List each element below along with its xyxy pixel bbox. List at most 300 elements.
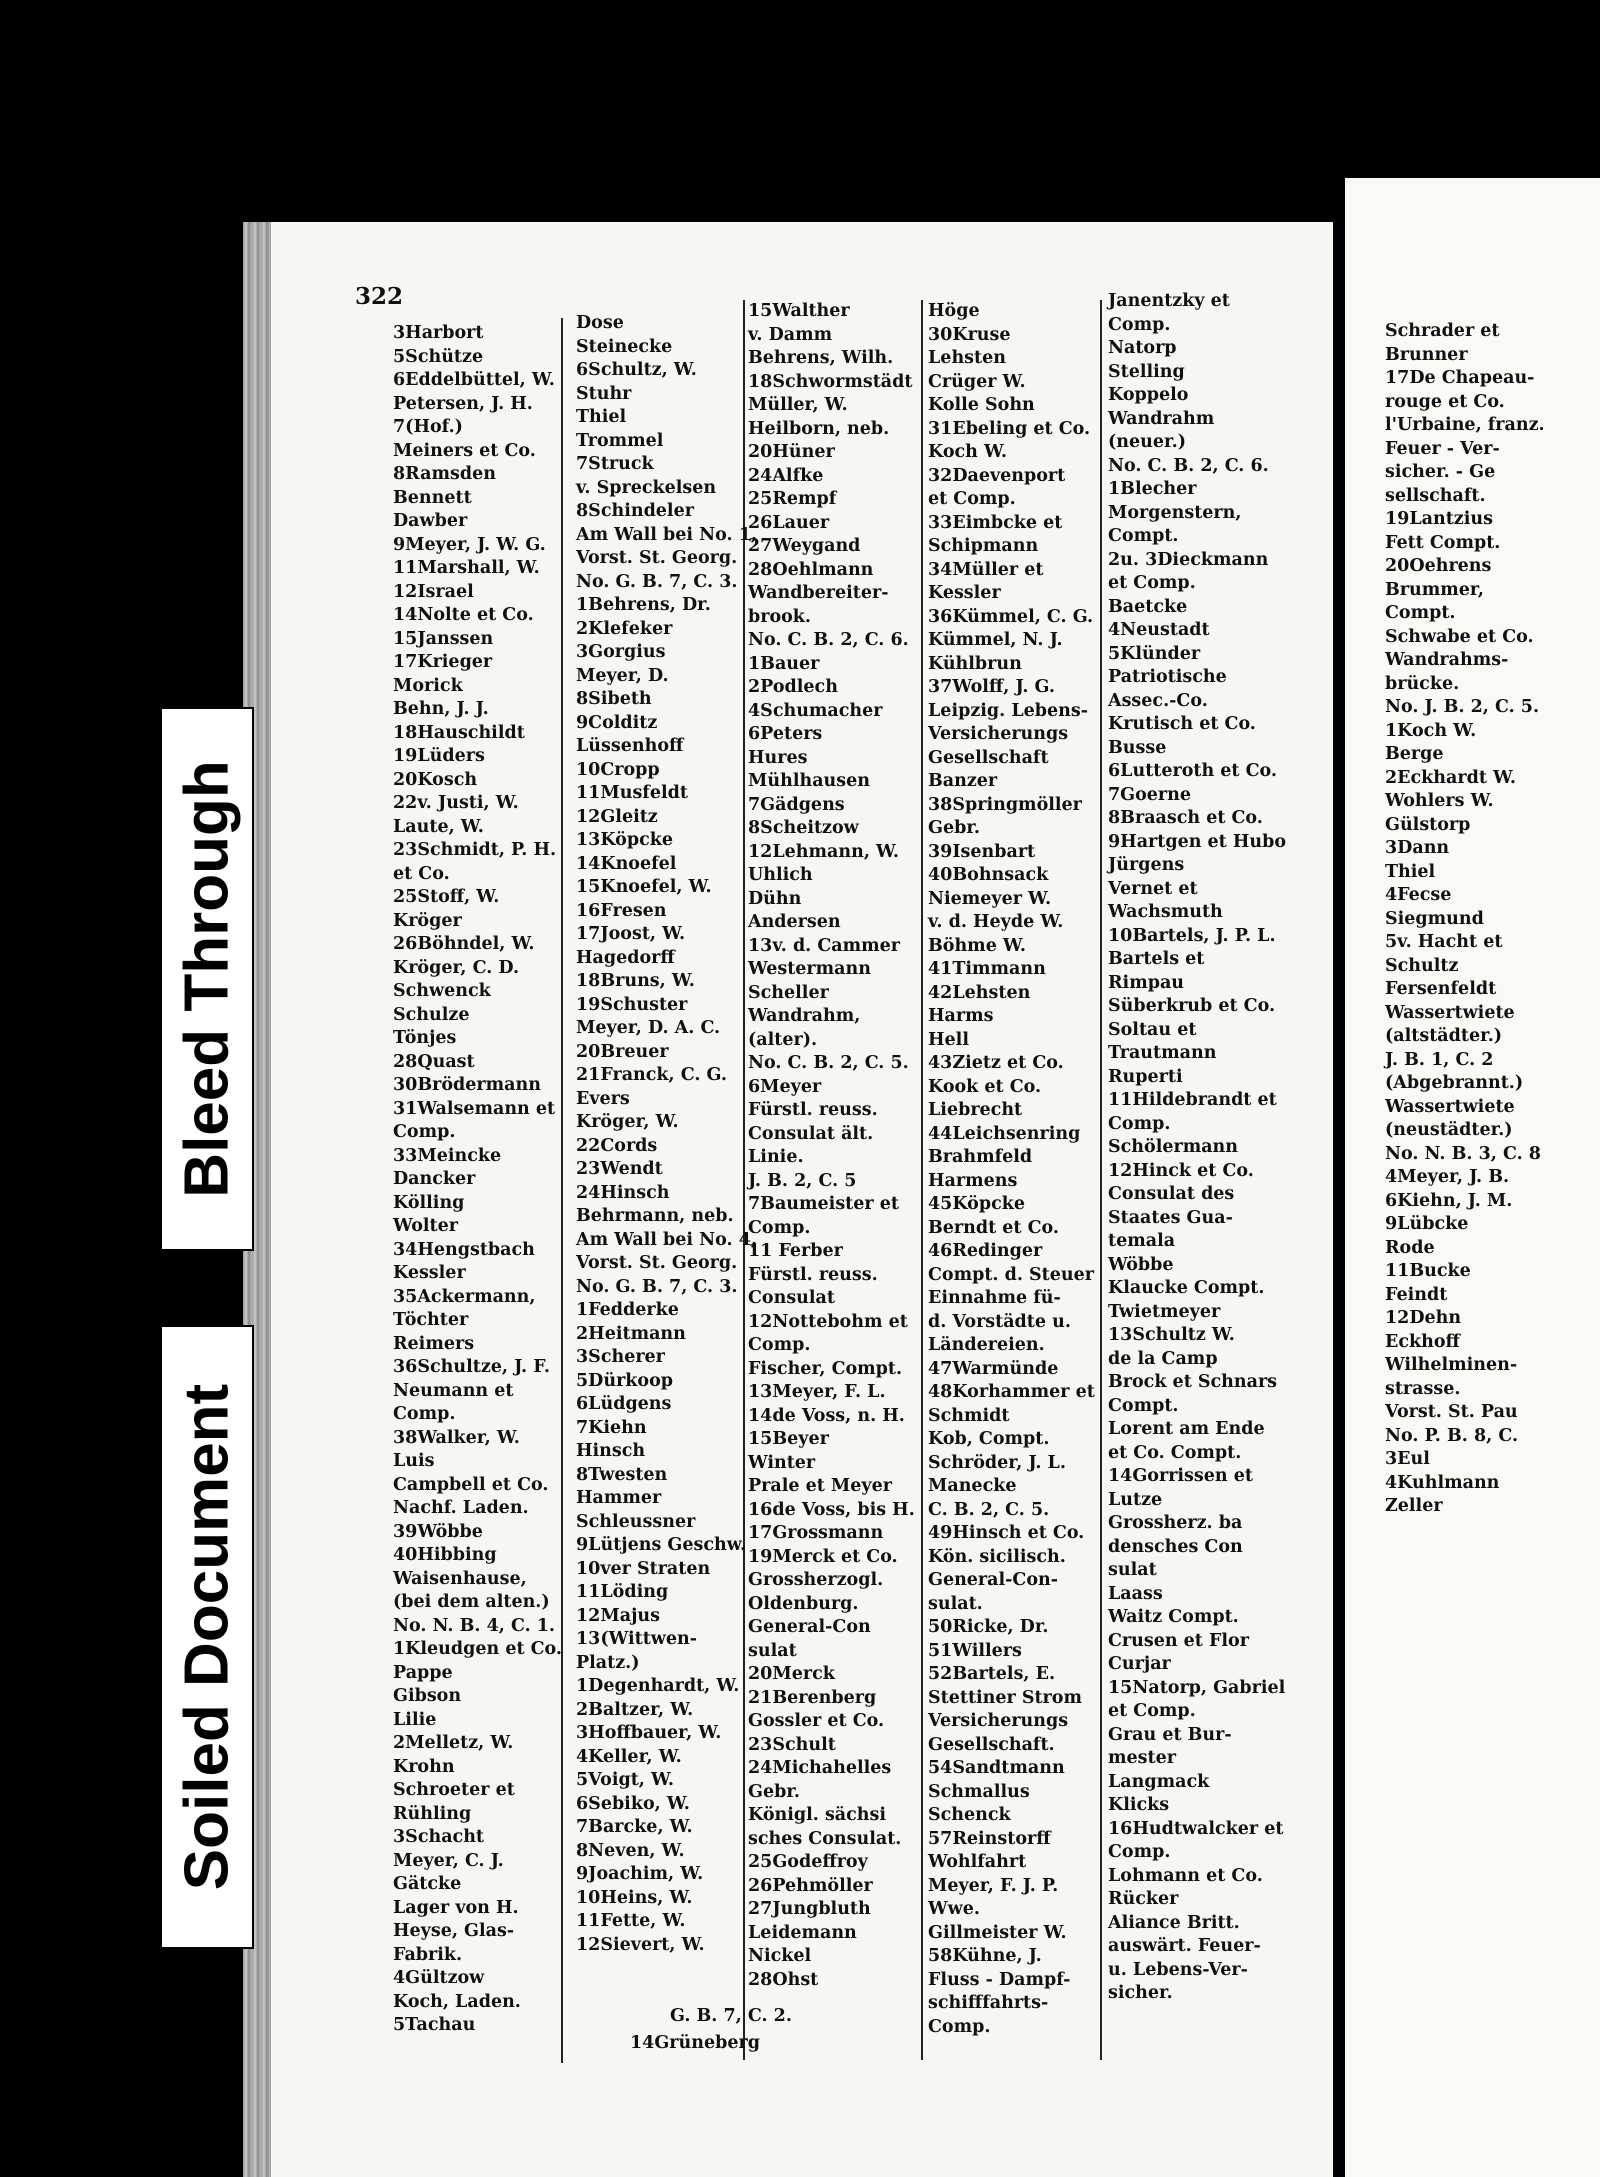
directory-entry: Waisenhause,	[393, 1568, 527, 1589]
directory-entry: Nachf. Laden.	[393, 1498, 529, 1518]
directory-entry: 18Hauschildt	[393, 722, 525, 743]
directory-entry: Krutisch et Co.	[1108, 714, 1256, 734]
directory-entry: 30Kruse	[928, 324, 1011, 345]
directory-entry: 27Weygand	[748, 536, 861, 556]
directory-entry: 6Kiehn, J. M.	[1385, 1190, 1513, 1211]
directory-entry: Schultz	[1385, 955, 1459, 976]
directory-entry: 39Wöbbe	[393, 1521, 483, 1542]
directory-entry: Zeller	[1385, 1496, 1443, 1516]
directory-entry: Mühlhausen	[748, 771, 870, 791]
directory-entry: Schipmann	[928, 536, 1039, 556]
directory-entry: 1Behrens, Dr.	[576, 595, 711, 615]
directory-entry: 38Springmöller	[928, 794, 1082, 815]
directory-entry: 12Gleitz	[576, 806, 658, 827]
directory-entry: No. G. B. 7, C. 3.	[576, 571, 738, 592]
directory-entry: 5Klünder	[1108, 643, 1201, 664]
directory-entry: 2Eckhardt W.	[1385, 767, 1517, 788]
directory-entry: sulat	[1108, 1560, 1157, 1580]
directory-entry: Lilie	[393, 1709, 437, 1730]
directory-entry: 40Hibbing	[393, 1545, 497, 1565]
directory-entry: 12Nottebohm et	[748, 1311, 908, 1332]
directory-entry: 22v. Justi, W.	[393, 793, 519, 813]
directory-entry: Staates Gua-	[1108, 1207, 1233, 1228]
directory-entry: Ruperti	[1108, 1066, 1183, 1087]
directory-entry: 9Hartgen et Hubo	[1108, 831, 1287, 852]
directory-entry: Fersenfeldt	[1385, 979, 1497, 999]
directory-entry: Töchter	[393, 1310, 469, 1330]
directory-entry: J. B. 1, C. 2	[1385, 1049, 1494, 1070]
directory-entry: 34Hengstbach	[393, 1239, 535, 1260]
directory-entry: 23Schmidt, P. H.	[393, 840, 557, 860]
directory-entry: brook.	[748, 606, 812, 627]
directory-entry: No. P. B. 8, C.	[1385, 1425, 1519, 1446]
directory-entry: 47Warmünde	[928, 1358, 1059, 1379]
directory-entry: 37Wolff, J. G.	[928, 677, 1055, 697]
directory-entry: 54Sandtmann	[928, 1758, 1065, 1778]
directory-entry: Manecke	[928, 1476, 1017, 1496]
directory-entry: Uhlich	[748, 865, 813, 885]
directory-entry: Evers	[576, 1088, 630, 1109]
directory-entry: Wwe.	[928, 1899, 980, 1919]
column-footer: 14Grüneberg	[630, 2033, 760, 2053]
directory-entry: 3Eul	[1385, 1449, 1430, 1469]
directory-entry: Böhme W.	[928, 935, 1026, 956]
directory-entry: No. N. B. 3, C. 8	[1385, 1143, 1541, 1164]
directory-entry: Waitz Compt.	[1108, 1607, 1239, 1627]
directory-entry: 15Walther	[748, 301, 850, 321]
directory-entry: 1Degenhardt, W.	[576, 1676, 740, 1696]
directory-entry: Wandrahm	[1108, 408, 1215, 429]
directory-entry: schifffahrts-	[928, 1993, 1049, 2013]
directory-entry: 6Lüdgens	[576, 1394, 672, 1414]
directory-entry: Comp.	[1108, 1842, 1171, 1862]
directory-entry: Aliance Britt.	[1108, 1912, 1240, 1933]
directory-entry: 21Berenberg	[748, 1687, 877, 1708]
directory-entry: Schrader et	[1385, 321, 1500, 341]
directory-entry: Kessler	[928, 583, 1001, 603]
directory-entry: 9Lübcke	[1385, 1214, 1469, 1234]
directory-entry: Wohlers W.	[1385, 791, 1494, 811]
directory-entry: Rimpau	[1108, 972, 1185, 993]
directory-entry: 31Walsemann et	[393, 1098, 556, 1119]
directory-entry: 2Podlech	[748, 677, 838, 697]
directory-entry: Comp.	[748, 1217, 811, 1238]
directory-entry: 9Joachim, W.	[576, 1864, 704, 1884]
directory-entry: Siegmund	[1385, 908, 1484, 929]
directory-entry: v. d. Heyde W.	[928, 912, 1064, 932]
directory-entry: 16de Voss, bis H.	[748, 1499, 915, 1520]
directory-entry: Schröder, J. L.	[928, 1452, 1066, 1473]
directory-entry: Hell	[928, 1029, 969, 1050]
directory-entry: sellschaft.	[1385, 485, 1486, 506]
directory-entry: 42Lehsten	[928, 982, 1031, 1003]
directory-entry: Stelling	[1108, 361, 1185, 382]
directory-entry: 45Köpcke	[928, 1194, 1026, 1214]
directory-entry: Compt.	[1108, 1395, 1179, 1416]
directory-entry: Langmack	[1108, 1771, 1210, 1792]
directory-entry: 12Majus	[576, 1605, 660, 1626]
directory-entry: Consulat	[748, 1288, 835, 1308]
directory-column-6	[1385, 320, 1545, 1519]
directory-entry: Schleussner	[576, 1511, 696, 1532]
directory-entry: 24Hinsch	[576, 1182, 670, 1203]
directory-entry: et Comp.	[1108, 573, 1196, 593]
directory-entry: 39Isenbart	[928, 841, 1036, 862]
directory-entry: Dawber	[393, 511, 468, 531]
directory-entry: 26Pehmöller	[748, 1875, 873, 1896]
directory-entry: Hammer	[576, 1488, 662, 1508]
directory-entry: (alter).	[748, 1029, 818, 1050]
directory-entry: 44Leichsenring	[928, 1123, 1081, 1144]
directory-entry: 4Kuhlmann	[1385, 1472, 1500, 1493]
directory-entry: 11Fette, W.	[576, 1911, 686, 1931]
directory-entry: sulat	[748, 1640, 797, 1661]
directory-entry: strasse.	[1385, 1378, 1461, 1399]
directory-entry: sicher. - Ge	[1385, 462, 1496, 482]
directory-entry: Am Wall bei No. 1,	[576, 524, 757, 545]
directory-entry: Behrmann, neb.	[576, 1206, 734, 1226]
directory-entry: Kön. sicilisch.	[928, 1546, 1066, 1567]
directory-entry: Wöbbe	[1108, 1254, 1174, 1275]
directory-entry: 15Janssen	[393, 628, 494, 649]
directory-entry: 3Schacht	[393, 1827, 484, 1847]
directory-entry: 9Colditz	[576, 712, 658, 733]
directory-entry: 46Redinger	[928, 1241, 1043, 1261]
directory-entry: 8Sibeth	[576, 689, 652, 709]
directory-entry: mester	[1108, 1748, 1176, 1768]
directory-entry: Lohmann et Co.	[1108, 1865, 1263, 1886]
bleed-through-label: Bleed Through	[172, 760, 242, 1198]
directory-entry: Kröger	[393, 910, 462, 931]
directory-entry: (neustädter.)	[1385, 1120, 1513, 1140]
directory-entry: Wandrahms-	[1385, 650, 1509, 670]
directory-entry: Koch W.	[928, 442, 1007, 462]
directory-entry: 8Neven, W.	[576, 1840, 685, 1861]
directory-entry: 3Scherer	[576, 1347, 665, 1367]
directory-entry: u. Lebens-Ver-	[1108, 1959, 1248, 1980]
directory-entry: Dühn	[748, 888, 802, 909]
directory-entry: 9Meyer, J. W. G.	[393, 534, 546, 555]
directory-entry: 8Schindeler	[576, 501, 694, 521]
directory-entry: 5Schütze	[393, 346, 484, 367]
directory-entry: Consulat des	[1108, 1184, 1235, 1204]
directory-entry: 38Walker, W.	[393, 1427, 520, 1448]
directory-entry: Soltau et	[1108, 1019, 1197, 1040]
directory-entry: 2Baltzer, W.	[576, 1699, 694, 1720]
directory-entry: Ländereien.	[928, 1335, 1045, 1355]
directory-entry: 13Köpcke	[576, 830, 674, 850]
directory-entry: Wassertwiete	[1385, 1002, 1515, 1023]
directory-entry: Banzer	[928, 771, 998, 791]
directory-entry: (Abgebrannt.)	[1385, 1073, 1524, 1093]
directory-entry: Hures	[748, 747, 808, 768]
directory-entry: 5Dürkoop	[576, 1370, 674, 1391]
directory-entry: 31Ebeling et Co.	[928, 418, 1091, 439]
directory-entry: Trommel	[576, 430, 664, 451]
directory-entry: Steinecke	[576, 336, 673, 357]
directory-entry: et Co. Compt.	[1108, 1442, 1242, 1463]
directory-entry: Wandrahm,	[748, 1006, 861, 1026]
directory-entry: Baetcke	[1108, 596, 1188, 617]
directory-entry: No. C. B. 2, C. 6.	[1108, 455, 1269, 476]
bleed-through-stamp	[160, 707, 254, 1251]
directory-entry: 48Korhammer et	[928, 1382, 1095, 1402]
directory-entry: Thiel	[576, 407, 627, 427]
directory-entry: Bartels et	[1108, 949, 1205, 969]
directory-entry: 7Kiehn	[576, 1417, 647, 1438]
directory-entry: 14Nolte et Co.	[393, 605, 534, 625]
directory-entry: 14Gorrissen et	[1108, 1466, 1253, 1486]
directory-entry: 35Ackermann,	[393, 1286, 536, 1307]
directory-entry: 23Wendt	[576, 1159, 663, 1179]
directory-entry: Kook et Co.	[928, 1076, 1042, 1097]
directory-entry: Schmidt	[928, 1405, 1010, 1426]
directory-entry: Koppelo	[1108, 385, 1189, 405]
directory-entry: Müller, W.	[748, 395, 848, 415]
directory-entry: 43Zietz et Co.	[928, 1053, 1064, 1073]
directory-entry: 2Klefeker	[576, 618, 673, 639]
directory-entry: Fett Compt.	[1385, 532, 1501, 553]
directory-entry: 17Joost, W.	[576, 924, 686, 944]
directory-entry: 13v. d. Cammer	[748, 935, 901, 956]
directory-entry: 7Baumeister et	[748, 1194, 899, 1214]
directory-entry: Wandbereiter-	[748, 583, 889, 603]
directory-entry: temala	[1108, 1231, 1176, 1251]
directory-entry: Wachsmuth	[1108, 902, 1223, 922]
directory-entry: 36Schultze, J. F.	[393, 1357, 550, 1377]
directory-entry: 15Beyer	[748, 1429, 829, 1449]
directory-entry: Grossherz. ba	[1108, 1513, 1243, 1533]
directory-entry: General-Con-	[928, 1570, 1058, 1590]
directory-entry: 6Sebiko, W.	[576, 1793, 690, 1814]
directory-entry: Krohn	[393, 1756, 455, 1777]
directory-entry: Fürstl. reuss.	[748, 1264, 878, 1285]
directory-entry: 13Meyer, F. L.	[748, 1382, 886, 1402]
directory-entry: Schwabe et Co.	[1385, 626, 1534, 647]
directory-entry: 36Kümmel, C. G.	[928, 606, 1094, 627]
directory-entry: Fabrik.	[393, 1944, 463, 1965]
directory-entry: v. Damm	[748, 324, 833, 345]
directory-entry: Eckhoff	[1385, 1331, 1460, 1352]
directory-entry: Vorst. St. Pau	[1385, 1402, 1518, 1422]
directory-entry: Comp.	[928, 2016, 991, 2037]
directory-entry: Berndt et Co.	[928, 1217, 1059, 1238]
directory-entry: 17Krieger	[393, 652, 493, 672]
directory-entry: sicher.	[1108, 1983, 1173, 2003]
directory-entry: Rode	[1385, 1237, 1435, 1258]
directory-entry: Consulat ält.	[748, 1123, 874, 1144]
directory-entry: Kröger, W.	[576, 1112, 679, 1132]
directory-entry: Feuer - Ver-	[1385, 438, 1500, 459]
directory-entry: Meiners et Co.	[393, 440, 536, 461]
directory-entry: Patriotische	[1108, 667, 1227, 687]
directory-entry: 7Goerne	[1108, 784, 1192, 805]
directory-entry: 41Timmann	[928, 959, 1046, 979]
directory-entry: 30Brödermann	[393, 1075, 541, 1095]
directory-entry: Prale et Meyer	[748, 1476, 892, 1496]
directory-entry: 18Bruns, W.	[576, 971, 695, 991]
directory-entry: densches Con	[1108, 1536, 1243, 1557]
directory-entry: 28Quast	[393, 1051, 475, 1072]
directory-entry: 1Fedderke	[576, 1300, 679, 1320]
directory-entry: 26Lauer	[748, 512, 830, 533]
directory-entry: 15Natorp, Gabriel	[1108, 1677, 1286, 1698]
directory-entry: 6Schultz, W.	[576, 360, 697, 380]
directory-entry: Campbell et Co.	[393, 1474, 549, 1495]
directory-entry: 28Ohst	[748, 1969, 819, 1990]
directory-entry: Kessler	[393, 1263, 466, 1283]
directory-entry: Rühling	[393, 1803, 472, 1824]
directory-entry: Rücker	[1108, 1889, 1179, 1909]
directory-entry: 10Heins, W.	[576, 1887, 693, 1908]
directory-entry: Meyer, D. A. C.	[576, 1018, 721, 1038]
directory-entry: 5v. Hacht et	[1385, 932, 1503, 952]
directory-entry: Crusen et Flor	[1108, 1630, 1249, 1651]
directory-entry: Leidemann	[748, 1922, 857, 1943]
directory-entry: 4Fecse	[1385, 885, 1452, 905]
directory-entry: d. Vorstädte u.	[928, 1311, 1071, 1332]
directory-entry: Comp.	[1108, 314, 1171, 335]
directory-entry: 25Godeffroy	[748, 1852, 868, 1872]
directory-entry: Koch, Laden.	[393, 1991, 521, 2012]
directory-entry: 11 Ferber	[748, 1241, 843, 1261]
directory-entry: 17De Chapeau-	[1385, 368, 1535, 388]
directory-entry: 6Peters	[748, 724, 823, 744]
directory-entry: 7Struck	[576, 454, 654, 474]
directory-entry: 16Fresen	[576, 900, 667, 921]
directory-entry: 11Musfeldt	[576, 783, 688, 803]
directory-entry: Gesellschaft	[928, 747, 1049, 768]
directory-entry: Gülstorp	[1385, 814, 1471, 835]
directory-entry: Comp.	[393, 1404, 456, 1424]
directory-entry: Brunner	[1385, 344, 1468, 365]
directory-entry: Lager von H.	[393, 1897, 519, 1918]
directory-entry: No. N. B. 4, C. 1.	[393, 1615, 556, 1636]
directory-entry: Leipzig. Lebens-	[928, 700, 1088, 721]
directory-entry: Grossherzogl.	[748, 1570, 884, 1590]
directory-entry: 15Knoefel, W.	[576, 877, 712, 897]
directory-entry: 12Israel	[393, 581, 474, 602]
directory-entry: Thiel	[1385, 861, 1436, 882]
directory-entry: et Comp.	[928, 489, 1016, 509]
directory-entry: auswärt. Feuer-	[1108, 1936, 1261, 1956]
directory-entry: Harmens	[928, 1170, 1018, 1191]
directory-entry: 1Bauer	[748, 653, 820, 674]
directory-entry: 58Kühne, J.	[928, 1946, 1042, 1966]
directory-entry: Klaucke Compt.	[1108, 1278, 1265, 1298]
directory-column-5	[1108, 290, 1286, 2006]
directory-entry: 10Cropp	[576, 759, 660, 780]
directory-entry: Schmallus	[928, 1781, 1030, 1802]
directory-entry: Schenck	[928, 1805, 1011, 1825]
directory-entry: 9Lütjens Geschw.	[576, 1535, 747, 1555]
directory-entry: 8Scheitzow	[748, 818, 859, 838]
directory-entry: sches Consulat.	[748, 1828, 902, 1849]
directory-entry: Versicherungs	[928, 1711, 1069, 1731]
directory-entry: Fischer, Compt.	[748, 1358, 903, 1379]
directory-entry: Königl. sächsi	[748, 1805, 887, 1825]
directory-entry: Wohlfahrt	[928, 1852, 1027, 1872]
directory-entry: 32Daevenport	[928, 465, 1066, 486]
directory-entry: 4Keller, W.	[576, 1746, 682, 1767]
directory-entry: Gillmeister W.	[928, 1922, 1067, 1943]
directory-entry: Gossler et Co.	[748, 1711, 885, 1731]
directory-entry: Behn, J. J.	[393, 699, 489, 719]
directory-entry: (bei dem alten.)	[393, 1592, 550, 1612]
directory-entry: Janentzky et	[1108, 291, 1230, 311]
directory-entry: 20Breuer	[576, 1041, 669, 1062]
directory-entry: Petersen, J. H.	[393, 393, 533, 414]
page-gutter	[1333, 222, 1345, 2177]
directory-entry: Harms	[928, 1006, 994, 1026]
directory-entry: 6Meyer	[748, 1076, 822, 1097]
directory-entry: Grau et Bur-	[1108, 1724, 1232, 1745]
directory-entry: 25Rempf	[748, 489, 837, 509]
directory-entry: 17Grossmann	[748, 1523, 884, 1543]
directory-entry: 12Sievert, W.	[576, 1934, 705, 1955]
directory-entry: Laass	[1108, 1583, 1163, 1604]
directory-entry: Twietmeyer	[1108, 1301, 1221, 1322]
directory-entry: Nickel	[748, 1946, 812, 1966]
directory-entry: (neuer.)	[1108, 432, 1186, 452]
directory-entry: 7Gädgens	[748, 794, 845, 815]
directory-entry: 11Hildebrandt et	[1108, 1090, 1277, 1110]
directory-entry: 50Ricke, Dr.	[928, 1617, 1049, 1637]
directory-entry: 2Heitmann	[576, 1323, 686, 1344]
directory-entry: Schölermann	[1108, 1137, 1238, 1157]
directory-entry: Platz.)	[576, 1652, 640, 1673]
directory-entry: 52Bartels, E.	[928, 1664, 1056, 1684]
column-rule	[921, 300, 923, 2060]
directory-entry: Jürgens	[1108, 855, 1185, 875]
directory-entry: Höge	[928, 301, 980, 321]
directory-entry: 26Böhndel, W.	[393, 934, 535, 954]
directory-entry: et Co.	[393, 863, 450, 884]
directory-entry: Am Wall bei No. 4,	[576, 1229, 757, 1250]
directory-entry: Einnahme fü-	[928, 1288, 1061, 1308]
directory-entry: Meyer, D.	[576, 665, 669, 686]
directory-entry: 49Hinsch et Co.	[928, 1523, 1085, 1543]
directory-entry: 57Reinstorff	[928, 1828, 1051, 1849]
directory-entry: No. C. B. 2, C. 6.	[748, 630, 909, 650]
directory-entry: 20Merck	[748, 1664, 835, 1684]
directory-entry: 11Marshall, W.	[393, 558, 540, 578]
directory-column-2	[576, 312, 757, 1957]
directory-entry: 14Knoefel	[576, 853, 677, 874]
directory-entry: Laute, W.	[393, 816, 484, 837]
directory-entry: Kröger, C. D.	[393, 957, 520, 978]
directory-entry: Oldenburg.	[748, 1593, 859, 1614]
directory-entry: 19Lantzius	[1385, 509, 1493, 529]
directory-entry: 12Lehmann, W.	[748, 841, 900, 862]
directory-entry: Vorst. St. Georg.	[576, 1253, 738, 1273]
directory-entry: 27Jungbluth	[748, 1899, 871, 1919]
directory-entry: 7(Hof.)	[393, 417, 463, 437]
directory-entry: 1Blecher	[1108, 479, 1197, 499]
directory-entry: 7Barcke, W.	[576, 1817, 693, 1837]
directory-entry: Assec.-Co.	[1108, 690, 1208, 711]
directory-entry: Schwenck	[393, 981, 491, 1001]
directory-entry: 13(Wittwen-	[576, 1629, 697, 1649]
directory-entry: Lüssenhoff	[576, 736, 684, 756]
directory-entry: l'Urbaine, franz.	[1385, 415, 1545, 435]
directory-entry: 20Hüner	[748, 442, 835, 462]
soiled-document-stamp	[160, 1325, 254, 1949]
directory-entry: 28Oehlmann	[748, 559, 874, 580]
directory-entry: 10Bartels, J. P. L.	[1108, 925, 1276, 946]
directory-entry: 6Eddelbüttel, W.	[393, 370, 555, 390]
directory-entry: Westermann	[748, 959, 871, 979]
